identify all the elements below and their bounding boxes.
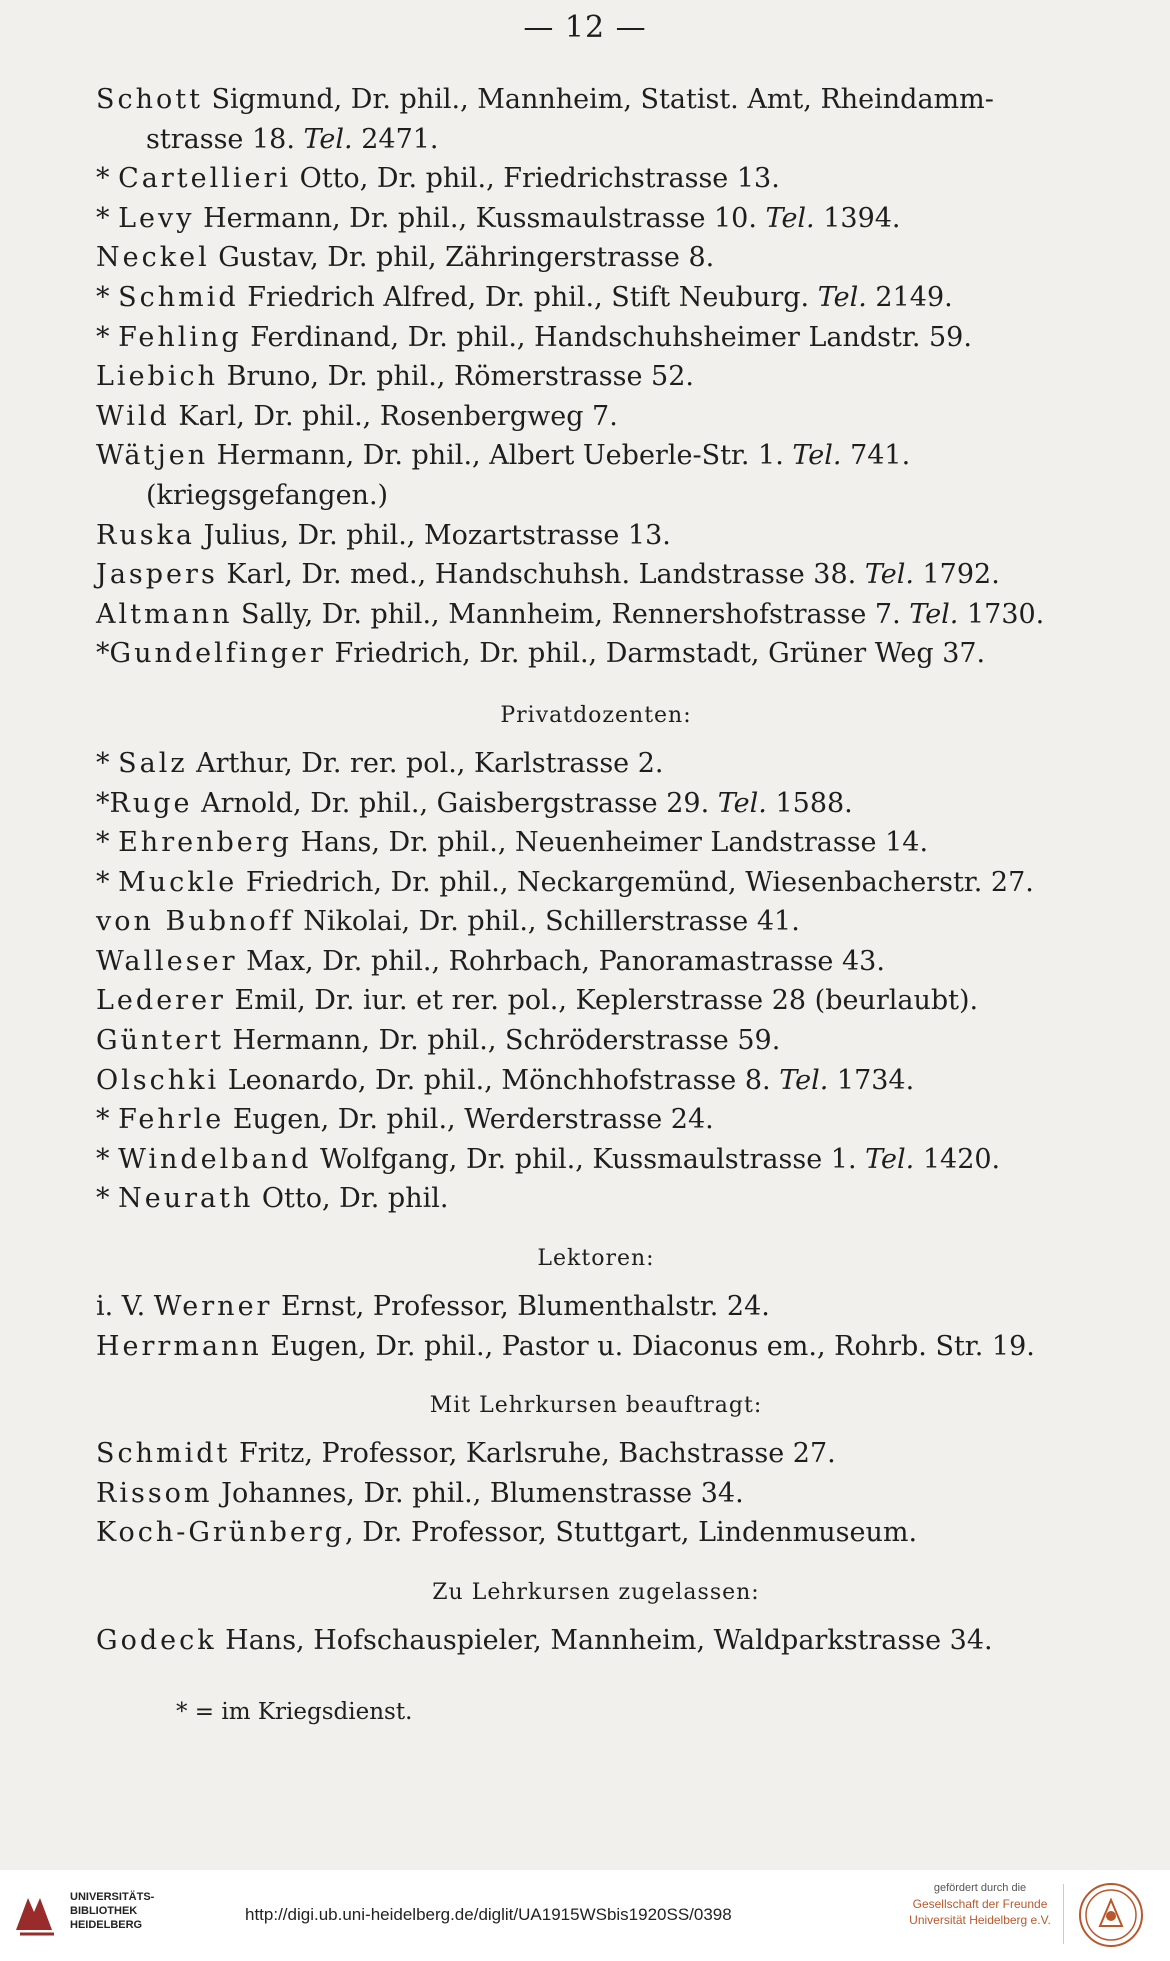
directory-entry bbox=[96, 902, 1096, 942]
entry-text: Julius, Dr. phil., Mozartstrasse 13. bbox=[195, 519, 671, 551]
directory-entry bbox=[96, 1327, 1096, 1367]
entry-name: Wätjen bbox=[96, 440, 209, 472]
directory-entry bbox=[96, 744, 1096, 784]
tel-label: Tel. bbox=[865, 1143, 915, 1175]
entry-text: Hermann, Dr. phil., Schröderstrasse 59. bbox=[223, 1025, 781, 1057]
entry-name: Godeck bbox=[96, 1625, 217, 1656]
entry-text: Karl, Dr. phil., Rosenbergweg 7. bbox=[169, 400, 618, 432]
tel-label: Tel. bbox=[779, 1064, 829, 1096]
entry-name: Werner bbox=[153, 1291, 273, 1323]
directory-entry bbox=[96, 863, 1096, 903]
tel-number: 1420. bbox=[914, 1143, 1001, 1175]
entry-text: Friedrich Alfred, Dr. phil., Stift Neuburg. bbox=[238, 281, 818, 313]
page-content bbox=[96, 80, 1096, 1732]
entry-prefix: i. V. bbox=[96, 1291, 154, 1323]
entry-name: Ruska bbox=[96, 519, 196, 551]
tel-label: Tel. bbox=[817, 281, 867, 313]
entry-text: , Dr. Professor, Stuttgart, Lindenmuseum. bbox=[345, 1517, 918, 1549]
directory-entry bbox=[96, 159, 1096, 199]
entry-prefix: * bbox=[96, 1143, 119, 1175]
entry-name: Olschki bbox=[96, 1064, 220, 1096]
entry-name: Jaspers bbox=[96, 559, 218, 591]
directory-entry bbox=[96, 1179, 1096, 1219]
entry-prefix: * bbox=[96, 787, 110, 819]
entry-continuation bbox=[96, 120, 1096, 160]
directory-entry bbox=[96, 436, 1096, 515]
directory-entry bbox=[96, 357, 1096, 397]
footnote: * = im Kriegsdienst. bbox=[176, 1698, 413, 1725]
tel-number: 1730. bbox=[958, 598, 1045, 630]
entry-text: Ernst, Professor, Blumenthalstr. 24. bbox=[272, 1291, 770, 1323]
entry-name: Cartellieri bbox=[118, 163, 292, 195]
entry-prefix: * bbox=[96, 202, 119, 234]
directory-entry bbox=[96, 942, 1096, 982]
entry-text: Eugen, Dr. phil., Pastor u. Diaconus em., Rohrb. Str. 19. bbox=[261, 1330, 1035, 1362]
directory-entry bbox=[96, 278, 1096, 318]
tel-number: 1588. bbox=[766, 787, 853, 819]
library-name-line: UNIVERSITÄTS- bbox=[70, 1891, 155, 1903]
heading-lehrkurse-beauftragt: Mit Lehrkursen beauftragt: bbox=[429, 1393, 763, 1419]
tel-label: Tel. bbox=[303, 123, 353, 155]
directory-entry bbox=[96, 80, 1096, 159]
entry-name: Koch-Grünberg bbox=[96, 1517, 346, 1549]
entry-text: Hans, Dr. phil., Neuenheimer Landstrasse 14. bbox=[291, 827, 929, 859]
entry-prefix: * bbox=[96, 827, 119, 859]
entry-name: Schott bbox=[96, 84, 203, 115]
directory-entry bbox=[96, 595, 1096, 635]
entry-text: Wolfgang, Dr. phil., Kussmaulstrasse 1. bbox=[311, 1143, 866, 1175]
directory-entry bbox=[96, 981, 1096, 1021]
entry-name: Rissom bbox=[96, 1477, 213, 1509]
entry-prefix: * bbox=[96, 1104, 119, 1136]
entry-text: Emil, Dr. iur. et rer. pol., Keplerstrasse 28 (beurlaubt). bbox=[225, 985, 979, 1017]
entry-name: Lederer bbox=[96, 985, 226, 1017]
entry-text: Sigmund, Dr. phil., Mannheim, Statist. Amt, Rheindamm- bbox=[202, 84, 994, 115]
entry-prefix: * bbox=[96, 163, 119, 195]
entry-text: Gustav, Dr. phil, Zähringerstrasse 8. bbox=[209, 242, 715, 274]
tel-label: Tel. bbox=[909, 598, 959, 630]
tel-label: Tel. bbox=[765, 202, 815, 234]
directory-entry bbox=[96, 318, 1096, 358]
entry-prefix: * bbox=[96, 747, 119, 779]
entry-continuation-text: strasse 18. bbox=[146, 123, 304, 155]
directory-entry bbox=[96, 634, 1096, 674]
tel-number: 1734. bbox=[828, 1064, 915, 1096]
entry-text: Otto, Dr. phil. bbox=[253, 1183, 449, 1215]
library-name-line: HEIDELBERG bbox=[70, 1919, 143, 1931]
entry-name: von Bubnoff bbox=[96, 906, 295, 938]
directory-entry bbox=[96, 1513, 1096, 1553]
tel-number: 741. bbox=[841, 440, 911, 472]
entry-prefix: * bbox=[96, 281, 119, 313]
footer-divider bbox=[1063, 1884, 1064, 1944]
directory-entry bbox=[96, 1474, 1096, 1514]
directory-entry bbox=[96, 516, 1096, 556]
entry-name: Windelband bbox=[118, 1143, 312, 1175]
tel-number: 2149. bbox=[866, 281, 953, 313]
privatdozenten-list bbox=[96, 744, 1096, 1219]
heading-lehrkurse-zugelassen: Zu Lehrkursen zugelassen: bbox=[432, 1580, 760, 1605]
viewer-footer bbox=[0, 1870, 1170, 1961]
entry-text: Karl, Dr. med., Handschuhsh. Landstrasse 38. bbox=[217, 559, 865, 591]
directory-entry bbox=[96, 1287, 1096, 1327]
entry-text: Johannes, Dr. phil., Blumenstrasse 34. bbox=[212, 1477, 744, 1509]
entry-name: Altmann bbox=[96, 598, 233, 630]
tel-label: Tel. bbox=[792, 440, 842, 472]
entry-name: Levy bbox=[118, 202, 195, 234]
directory-entry bbox=[96, 199, 1096, 239]
entry-prefix: * bbox=[96, 321, 119, 353]
entry-name: Muckle bbox=[118, 866, 238, 898]
directory-entry bbox=[96, 823, 1096, 863]
tel-number: 1394. bbox=[814, 202, 901, 234]
entry-text: Bruno, Dr. phil., Römerstrasse 52. bbox=[217, 361, 694, 393]
entry-name: Ehrenberg bbox=[118, 827, 292, 859]
lehrkurse-beauftragt-list bbox=[96, 1434, 1096, 1553]
entry-name: Fehrle bbox=[118, 1104, 225, 1136]
tel-number: 2471. bbox=[352, 123, 439, 155]
entry-name: Wild bbox=[96, 400, 170, 432]
directory-entry bbox=[96, 1061, 1096, 1101]
entry-text: Otto, Dr. phil., Friedrichstrasse 13. bbox=[291, 163, 780, 195]
heading-lektoren: Lektoren: bbox=[537, 1246, 655, 1272]
entry-prefix: * bbox=[96, 1183, 119, 1215]
directory-entry bbox=[96, 1434, 1096, 1474]
university-library-logo-icon bbox=[10, 1888, 64, 1942]
directory-entry bbox=[96, 1621, 1096, 1661]
directory-entry bbox=[96, 238, 1096, 278]
entry-name: Gundelfinger bbox=[109, 638, 326, 670]
entry-text: Leonardo, Dr. phil., Mönchhofstrasse 8. bbox=[219, 1064, 780, 1096]
entry-text: Hermann, Dr. phil., Kussmaulstrasse 10. bbox=[194, 202, 766, 234]
directory-entry bbox=[96, 397, 1096, 437]
entry-prefix: * bbox=[96, 638, 110, 670]
library-name-line: BIBLIOTHEK bbox=[70, 1905, 138, 1917]
directory-entry bbox=[96, 1140, 1096, 1180]
entry-text: Eugen, Dr. phil., Werderstrasse 24. bbox=[224, 1104, 714, 1136]
entry-prefix: * bbox=[96, 866, 119, 898]
sponsor-org-line: Gesellschaft der Freunde bbox=[912, 1897, 1048, 1911]
entry-text: Arthur, Dr. rer. pol., Karlstrasse 2. bbox=[187, 747, 664, 779]
faculty-list bbox=[96, 80, 1096, 674]
entry-name: Walleser bbox=[96, 945, 238, 977]
entry-name: Güntert bbox=[96, 1025, 224, 1057]
entry-text: Friedrich, Dr. phil., Darmstadt, Grüner Weg 37. bbox=[325, 638, 986, 670]
entry-name: Salz bbox=[118, 747, 188, 779]
sponsor-label: gefördert durch die bbox=[933, 1882, 1027, 1894]
entry-name: Ruge bbox=[109, 787, 193, 819]
sponsor-block bbox=[905, 1880, 1055, 1928]
tel-label: Tel. bbox=[864, 559, 914, 591]
entry-text: Hans, Hofschauspieler, Mannheim, Waldparkstrasse 34. bbox=[216, 1625, 993, 1656]
permalink-url[interactable]: http://digi.ub.uni-heidelberg.de/diglit/UA1915WSbis1920SS/0398 bbox=[245, 1905, 732, 1924]
entry-name: Herrmann bbox=[96, 1330, 262, 1362]
lehrkurse-zugelassen-list bbox=[96, 1621, 1096, 1661]
entry-name: Fehling bbox=[118, 321, 242, 353]
sponsor-org-line: Universität Heidelberg e.V. bbox=[909, 1913, 1051, 1927]
entry-text: Friedrich, Dr. phil., Neckargemünd, Wiesenbacherstr. 27. bbox=[237, 866, 1034, 898]
entry-text: Arnold, Dr. phil., Gaisbergstrasse 29. bbox=[192, 787, 718, 819]
directory-entry bbox=[96, 1021, 1096, 1061]
entry-text: Max, Dr. phil., Rohrbach, Panoramastrasse 43. bbox=[237, 945, 885, 977]
directory-entry bbox=[96, 555, 1096, 595]
entry-name: Neckel bbox=[96, 242, 210, 274]
entry-name: Schmid bbox=[118, 281, 239, 313]
tel-label: Tel. bbox=[717, 787, 767, 819]
directory-entry bbox=[96, 1100, 1096, 1140]
entry-text: Hermann, Dr. phil., Albert Ueberle-Str. 1. bbox=[208, 440, 793, 472]
entry-name: Neurath bbox=[118, 1183, 254, 1215]
entry-continuation: (kriegsgefangen.) bbox=[146, 479, 389, 511]
directory-entry bbox=[96, 784, 1096, 824]
library-name bbox=[70, 1890, 154, 1932]
entry-text: Ferdinand, Dr. phil., Handschuhsheimer Landstr. 59. bbox=[241, 321, 972, 353]
heading-privatdozenten: Privatdozenten: bbox=[500, 702, 692, 728]
entry-text: Nikolai, Dr. phil., Schillerstrasse 41. bbox=[294, 906, 800, 938]
entry-text: Fritz, Professor, Karlsruhe, Bachstrasse 27. bbox=[230, 1438, 836, 1470]
entry-name: Schmidt bbox=[96, 1438, 231, 1470]
university-seal-icon bbox=[1078, 1882, 1144, 1948]
tel-number: 1792. bbox=[913, 559, 1000, 591]
entry-name: Liebich bbox=[96, 361, 218, 393]
lektoren-list bbox=[96, 1287, 1096, 1366]
page-number: — 12 — bbox=[523, 10, 647, 45]
entry-text: Sally, Dr. phil., Mannheim, Rennershofstrasse 7. bbox=[232, 598, 910, 630]
